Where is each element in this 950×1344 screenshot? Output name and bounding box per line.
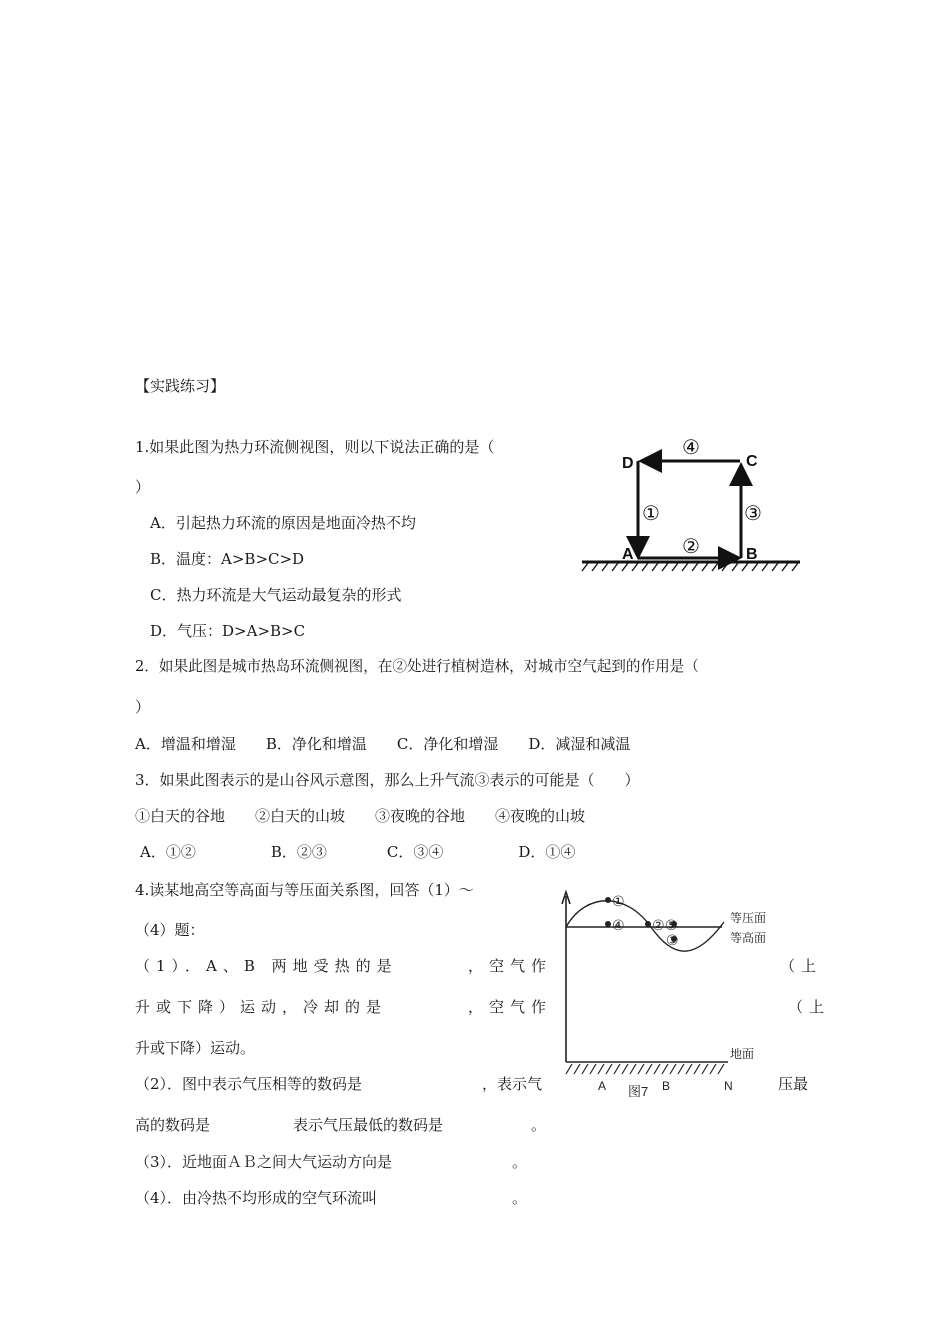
- q4-s4-a: （4）．由冷热不均形成的空气环流叫: [135, 1189, 378, 1207]
- q4-s4-b: 。: [512, 1189, 528, 1207]
- q1-option-a: A．引起热力环流的原因是地面冷热不均: [150, 514, 416, 532]
- section-title: 【实践练习】: [135, 377, 226, 395]
- q4-s1-a: （1）．A、B 两地受热的是: [135, 957, 398, 975]
- thermal-circulation-diagram: [578, 432, 810, 577]
- isobar-label: 等压面: [730, 911, 767, 925]
- q4-s3-b: 。: [512, 1153, 528, 1171]
- q1-option-d: D．气压：D>A>B>C: [150, 622, 306, 640]
- q4-s1-d: 升或下降）运动，冷却的是: [135, 998, 388, 1016]
- q4-s2-d: 高的数码是: [135, 1116, 211, 1134]
- ground-label: 地面: [730, 1047, 755, 1061]
- ground-hatching: [582, 563, 798, 571]
- q4-s2-a: （2）．图中表示气压相等的数码是: [135, 1075, 363, 1093]
- x-label-n: N: [724, 1079, 733, 1093]
- q2-options: A．增温和增湿 B．净化和增温 C．净化和增湿 D．减湿和减温: [135, 735, 631, 753]
- flow-label-3: ③: [744, 503, 762, 525]
- ground-hatching-2: [566, 1064, 724, 1074]
- q1-option-b: B．温度：A>B>C>D: [150, 550, 305, 568]
- q1-option-c: C．热力环流是大气运动最复杂的形式: [150, 586, 402, 604]
- point-label-d: D: [622, 455, 634, 472]
- isoheight-label: 等高面: [730, 931, 767, 945]
- q4-s1-b: ，空气作: [468, 957, 553, 975]
- point-label-b: B: [746, 546, 758, 563]
- flow-label-1: ①: [642, 503, 660, 525]
- point-5: ⑤: [665, 917, 678, 933]
- q4-s2-f: 。: [531, 1116, 547, 1134]
- point-label-a: A: [622, 546, 634, 563]
- x-label-b: B: [662, 1079, 671, 1093]
- flow-label-4: ④: [682, 437, 700, 459]
- q4-s1-g: 升或下降）运动。: [135, 1039, 256, 1057]
- q3-stem: 3．如果此图表示的是山谷风示意图，那么上升气流③表示的可能是（ ）: [135, 771, 640, 789]
- point-2: ②: [652, 917, 665, 933]
- q1-stem-close: ）: [135, 478, 151, 496]
- point-3: ③: [666, 932, 679, 948]
- q4-stem-a: 4.读某地高空等高面与等压面关系图，回答（1）～: [135, 881, 474, 899]
- point-1: ①: [612, 893, 625, 909]
- q4-s2-c: 压最: [778, 1075, 809, 1093]
- q2-stem: 2．如果此图是城市热岛环流侧视图，在②处进行植树造林，对城市空气起到的作用是（: [135, 658, 699, 675]
- q1-stem: 1.如果此图为热力环流侧视图，则以下说法正确的是（: [135, 438, 495, 456]
- q4-s2-b: ，表示气: [482, 1075, 543, 1093]
- q4-s1-c: （上: [780, 957, 823, 975]
- q4-s1-e: ，空气作: [468, 998, 553, 1016]
- q4-s3-a: （3）．近地面ＡＢ之间大气运动方向是: [135, 1153, 393, 1171]
- point-label-c: C: [746, 453, 758, 470]
- isobar-curve: [566, 901, 724, 951]
- point-4: ④: [612, 917, 625, 933]
- q4-s2-e: 表示气压最低的数码是: [293, 1116, 444, 1134]
- figure-caption: 图7: [628, 1084, 649, 1099]
- q3-options: A．①② B．②③ C．③④ D．①④: [140, 843, 576, 861]
- q3-choices: ①白天的谷地 ②白天的山坡 ③夜晚的谷地 ④夜晚的山坡: [135, 807, 586, 825]
- q2-stem-close: ）: [135, 698, 151, 716]
- q4-s1-f: （上: [788, 998, 831, 1016]
- x-label-a: A: [598, 1079, 607, 1093]
- q4-stem-b: （4）题：: [135, 921, 205, 939]
- flow-label-2: ②: [682, 536, 700, 558]
- isobar-diagram: [556, 884, 778, 1100]
